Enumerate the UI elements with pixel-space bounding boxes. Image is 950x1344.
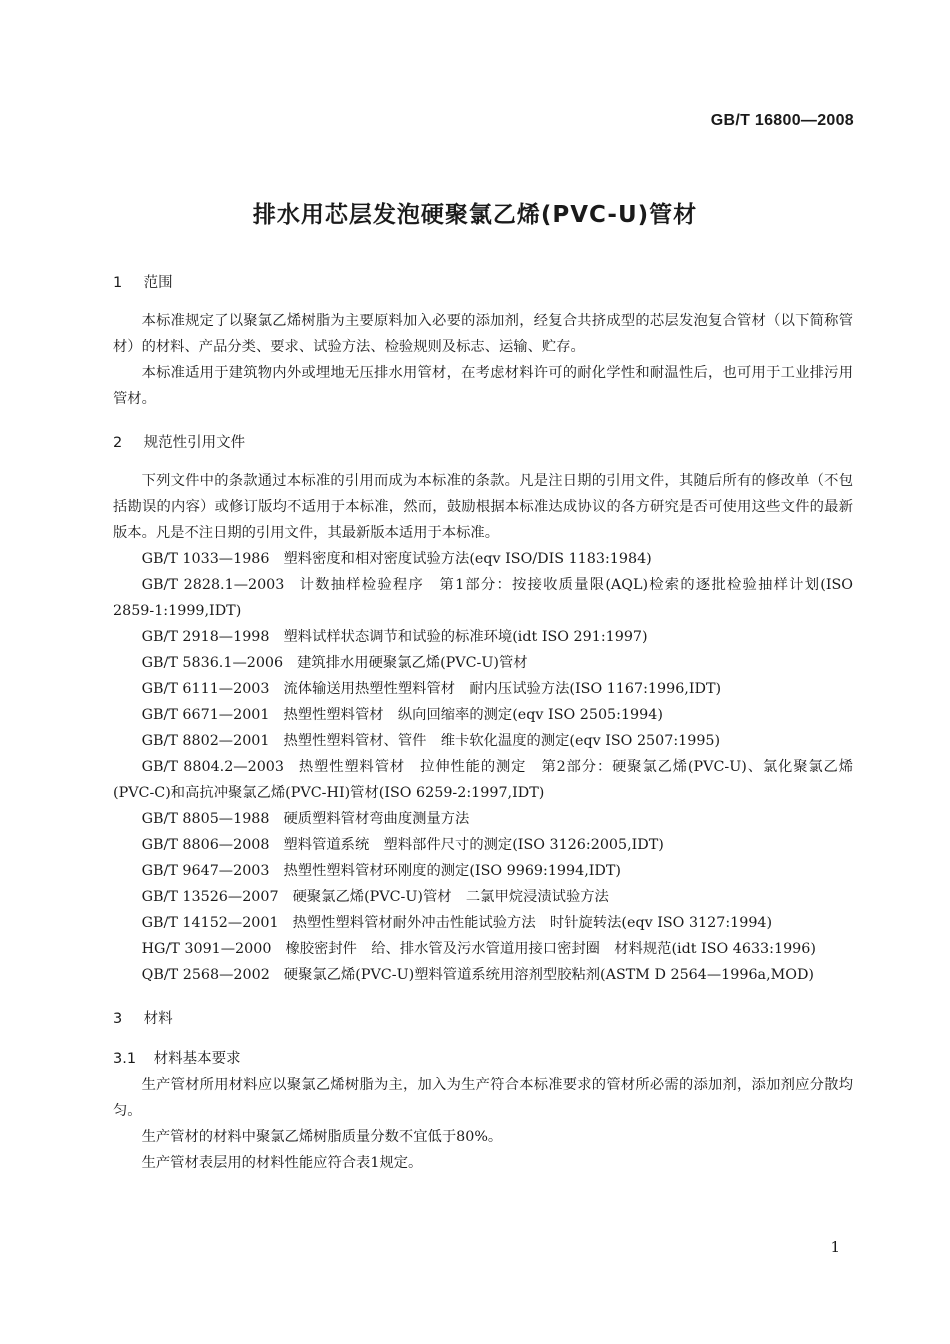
reference-code: GB/T 8806—2008	[141, 837, 270, 853]
subsection-3-1-heading	[113, 1046, 853, 1072]
paragraph: 生产管材所用材料应以聚氯乙烯树脂为主，加入为生产符合本标准要求的管材所必需的添加剂，添加剂应分散均匀。	[113, 1077, 853, 1119]
paragraph: 本标准适用于建筑物内外或埋地无压排水用管材，在考虑材料许可的耐化学性和耐温性后，也可用于工业排污用管材。	[113, 365, 853, 407]
paragraph: 生产管材的材料中聚氯乙烯树脂质量分数不宜低于80%。	[141, 1129, 503, 1145]
section-number: 1	[113, 275, 123, 291]
paragraph: 生产管材表层用的材料性能应符合表1规定。	[141, 1155, 423, 1171]
reference-item	[113, 728, 853, 754]
paragraph: 本标准规定了以聚氯乙烯树脂为主要原料加入必要的添加剂，经复合共挤成型的芯层发泡复合管材（以下简称管材）的材料、产品分类、要求、试验方法、检验规则及标志、运输、贮存。	[113, 313, 853, 355]
reference-item	[113, 754, 853, 806]
reference-title: 硬质塑料管材弯曲度测量方法	[283, 811, 470, 827]
reference-code: GB/T 6111—2003	[141, 681, 270, 697]
reference-code: GB/T 8804.2—2003	[141, 759, 284, 775]
section-title: 范围	[143, 275, 173, 291]
reference-item	[113, 624, 853, 650]
reference-item	[113, 676, 853, 702]
reference-code: QB/T 2568—2002	[141, 967, 270, 983]
subsection-title: 材料基本要求	[153, 1051, 241, 1067]
reference-code: GB/T 5836.1—2006	[141, 655, 284, 671]
section-title: 规范性引用文件	[143, 435, 246, 451]
reference-code: GB/T 13526—2007	[141, 889, 279, 905]
reference-title: 塑料试样状态调节和试验的标准环境(idt ISO 291:1997)	[283, 629, 648, 645]
reference-item	[113, 936, 853, 962]
reference-item	[113, 832, 853, 858]
subsection-number: 3.1	[113, 1051, 137, 1067]
reference-title: 流体输送用热塑性塑料管材 耐内压试验方法(ISO 1167:1996,IDT)	[283, 681, 722, 697]
document-body	[113, 270, 853, 1176]
reference-title: 硬聚氯乙烯(PVC-U)管材 二氯甲烷浸渍试验方法	[292, 889, 609, 905]
document-title: 排水用芯层发泡硬聚氯乙烯(PVC-U)管材	[252, 202, 698, 228]
reference-item	[113, 910, 853, 936]
reference-item	[113, 702, 853, 728]
reference-title: 热塑性塑料管材 拉伸性能的测定 第2部分：硬聚氯乙烯(PVC-U)、氯化聚氯乙烯(PVC-C)和高抗冲聚氯乙烯(PVC-HI)管材(ISO 6259-2:1997,IDT)	[113, 759, 854, 801]
section-2-heading	[113, 430, 853, 456]
reference-item	[113, 650, 853, 676]
section-number: 2	[113, 435, 123, 451]
reference-item	[113, 858, 853, 884]
section-3-heading	[113, 1006, 853, 1032]
standard-number: GB/T 16800—2008	[710, 112, 854, 129]
reference-code: HG/T 3091—2000	[141, 941, 272, 957]
reference-code: GB/T 14152—2001	[141, 915, 279, 931]
reference-title: 塑料管道系统 塑料部件尺寸的测定(ISO 3126:2005,IDT)	[283, 837, 664, 853]
page-number: 1	[830, 1238, 840, 1256]
reference-item	[113, 962, 853, 988]
reference-title: 建筑排水用硬聚氯乙烯(PVC-U)管材	[297, 655, 528, 671]
reference-title: 硬聚氯乙烯(PVC-U)塑料管道系统用溶剂型胶粘剂(ASTM D 2564—1996a,MOD)	[283, 967, 815, 983]
reference-title: 热塑性塑料管材、管件 维卡软化温度的测定(eqv ISO 2507:1995)	[283, 733, 721, 749]
reference-item	[113, 806, 853, 832]
reference-item	[113, 884, 853, 910]
reference-title: 热塑性塑料管材 纵向回缩率的测定(eqv ISO 2505:1994)	[283, 707, 663, 723]
reference-item	[113, 572, 853, 624]
reference-code: GB/T 2918—1998	[141, 629, 270, 645]
reference-title: 塑料密度和相对密度试验方法(eqv ISO/DIS 1183:1984)	[283, 551, 652, 567]
reference-title: 计数抽样检验程序 第1部分：按接收质量限(AQL)检索的逐批检验抽样计划(ISO 2859-1:1999,IDT)	[113, 577, 853, 619]
reference-title: 热塑性塑料管材环刚度的测定(ISO 9969:1994,IDT)	[283, 863, 621, 879]
reference-code: GB/T 2828.1—2003	[141, 577, 285, 593]
section-1-heading	[113, 270, 853, 296]
section-number: 3	[113, 1011, 123, 1027]
reference-list	[113, 546, 853, 988]
reference-code: GB/T 6671—2001	[141, 707, 270, 723]
section-title: 材料	[143, 1011, 173, 1027]
reference-code: GB/T 9647—2003	[141, 863, 270, 879]
reference-code: GB/T 8802—2001	[141, 733, 270, 749]
reference-title: 热塑性塑料管材耐外冲击性能试验方法 时针旋转法(eqv ISO 3127:1994)	[292, 915, 773, 931]
reference-code: GB/T 8805—1988	[141, 811, 270, 827]
reference-item	[113, 546, 853, 572]
paragraph: 下列文件中的条款通过本标准的引用而成为本标准的条款。凡是注日期的引用文件，其随后所有的修改单（不包括勘误的内容）或修订版均不适用于本标准，然而，鼓励根据本标准达成协议的各方研究是否可使用这些文件的最新版本。凡是不注日期的引用文件，其最新版本适用于本标准。	[113, 473, 853, 541]
reference-title: 橡胶密封件 给、排水管及污水管道用接口密封圈 材料规范(idt ISO 4633:1996)	[285, 941, 816, 957]
reference-code: GB/T 1033—1986	[141, 551, 270, 567]
